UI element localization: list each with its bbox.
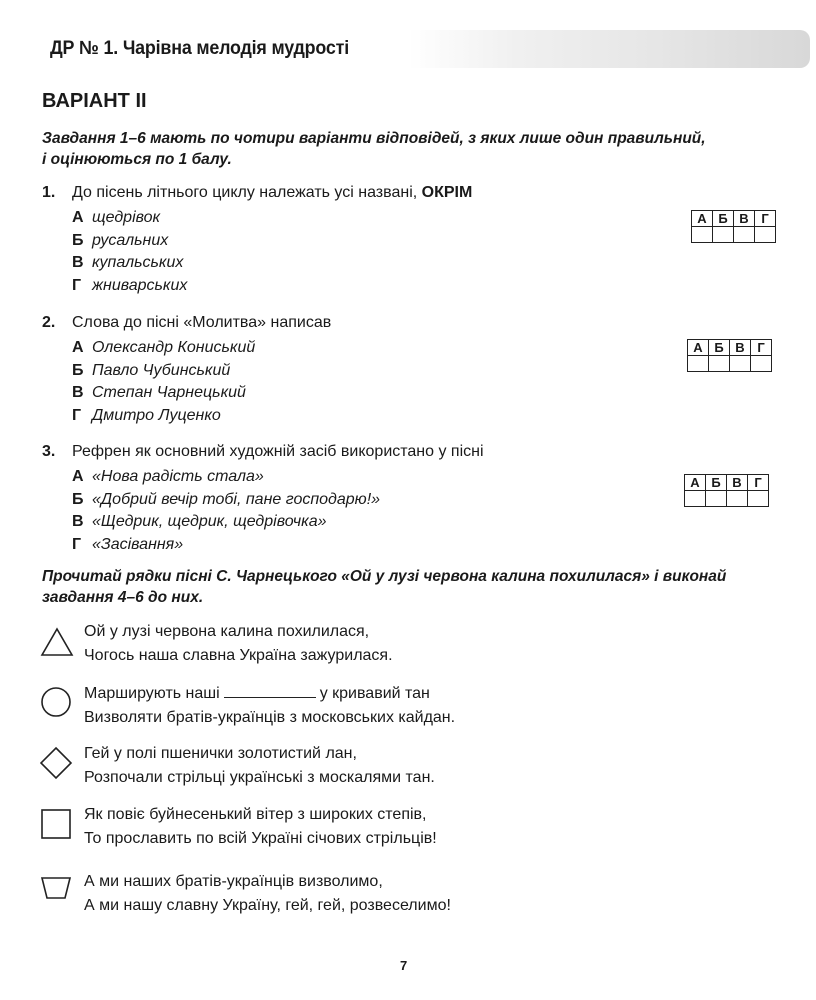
grid-header-v: В: [730, 340, 751, 356]
answer-grid-3: [684, 474, 769, 507]
option-g: [42, 534, 782, 557]
question-text: Рефрен як основний художній засіб використано у пісні: [72, 443, 484, 460]
answer-cell-v[interactable]: [730, 356, 751, 372]
answer-cell-b[interactable]: [709, 356, 730, 372]
stanza-line: Ой у лузі червона калина похилилася,: [84, 623, 370, 640]
option-letter: В: [72, 513, 84, 530]
grid-header-v: В: [727, 475, 748, 491]
question-2: [42, 312, 782, 427]
question-emphasis: ОКРІМ: [421, 184, 473, 201]
question-number: 1.: [42, 184, 56, 201]
grid-header-a: А: [685, 475, 706, 491]
trapezoid-icon: [40, 874, 74, 908]
option-a: [42, 466, 782, 489]
answer-grid-1: [691, 210, 776, 243]
question-3: [42, 441, 782, 556]
question-1: [42, 182, 782, 297]
stanza-line: А ми нашу славну Україну, гей, гей, розвеселимо!: [84, 897, 451, 914]
option-text: Олександр Кониський: [92, 339, 256, 356]
triangle-icon: [40, 624, 74, 658]
grid-header-g: Г: [755, 211, 776, 227]
answer-cell-v[interactable]: [734, 227, 755, 243]
answer-cell-g[interactable]: [755, 227, 776, 243]
option-text: «Добрий вечір тобі, пане господарю!»: [92, 490, 381, 508]
option-g: [42, 275, 782, 298]
grid-header-g: Г: [751, 340, 772, 356]
answer-cell-a[interactable]: [688, 356, 709, 372]
option-text: Павло Чубинський: [92, 361, 231, 379]
stanza-2: [40, 681, 640, 727]
instructions-tasks-1-6: [42, 128, 792, 170]
answer-cell-g[interactable]: [748, 491, 769, 507]
stanza-3: [40, 742, 640, 788]
instruction-line: завдання 4–6 до них.: [42, 589, 204, 606]
answer-cell-g[interactable]: [751, 356, 772, 372]
question-stem: [42, 182, 782, 204]
answer-cell-b[interactable]: [713, 227, 734, 243]
option-letter: Г: [72, 406, 82, 424]
stanza-4: [40, 803, 640, 849]
option-text: «Засівання»: [92, 535, 184, 553]
question-stem: [42, 441, 782, 463]
option-v: [42, 511, 782, 534]
grid-header-b: Б: [713, 211, 734, 227]
option-letter: А: [72, 209, 84, 226]
circle-icon: [40, 685, 74, 719]
grid-header-a: А: [692, 211, 713, 227]
option-text: Степан Чарнецький: [92, 384, 246, 401]
option-letter: В: [72, 254, 84, 271]
option-a: [42, 207, 782, 230]
option-v: [42, 252, 782, 275]
option-text: русальних: [92, 231, 169, 249]
stanza-line: То прославить по всій Україні січових стрільців!: [84, 830, 437, 847]
option-text: жниварських: [92, 276, 188, 294]
option-text: купальських: [92, 254, 184, 271]
line-text: Марширують наші: [84, 685, 220, 702]
option-letter: Г: [72, 276, 82, 294]
option-letter: А: [72, 468, 84, 485]
stanza-line: Чогось наша славна Україна зажурилася.: [84, 647, 393, 664]
option-letter: Б: [72, 490, 84, 508]
stanza-5: [40, 870, 640, 916]
instruction-line: і оцінюються по 1 балу.: [42, 151, 232, 168]
option-letter: Г: [72, 535, 82, 553]
grid-header-g: Г: [748, 475, 769, 491]
answer-cell-b[interactable]: [706, 491, 727, 507]
option-v: [42, 382, 782, 405]
option-letter: А: [72, 339, 84, 356]
stanza-line: Розпочали стрільці українські з москалями тан.: [84, 769, 435, 786]
option-text: «Щедрик, щедрик, щедрівочка»: [92, 513, 327, 530]
instructions-read-song: [42, 566, 792, 608]
stanza-line: Як повіє буйнесенький вітер з широких степів,: [84, 806, 427, 823]
instruction-line: Прочитай рядки пісні С. Чарнецького «Ой у лузі червона калина похилилася» і виконай: [42, 568, 727, 585]
answer-cell-a[interactable]: [685, 491, 706, 507]
stanza-1: [40, 620, 640, 666]
question-stem: [42, 312, 782, 334]
stanza-line: А ми наших братів-українців визволимо,: [84, 873, 383, 890]
variant-heading: ВАРІАНТ II: [42, 90, 147, 112]
page-number: 7: [400, 958, 408, 973]
answer-cell-a[interactable]: [692, 227, 713, 243]
option-text: Дмитро Луценко: [92, 406, 221, 424]
option-text: щедрівок: [92, 209, 161, 226]
stanza-line: [84, 681, 455, 706]
option-g: [42, 405, 782, 428]
fill-in-blank[interactable]: [224, 681, 316, 698]
diamond-icon: [40, 746, 74, 780]
grid-header-b: Б: [706, 475, 727, 491]
question-number: 3.: [42, 443, 56, 460]
answer-cell-v[interactable]: [727, 491, 748, 507]
stanza-line: Визволяти братів-українців з московських кайдан.: [84, 709, 456, 726]
instruction-line: Завдання 1–6 мають по чотири варіанти відповідей, з яких лише один правильний,: [42, 130, 706, 147]
option-b: [42, 489, 782, 512]
option-b: [42, 360, 782, 383]
option-b: [42, 230, 782, 253]
answer-grid-2: [687, 339, 772, 372]
option-text: «Нова радість стала»: [92, 468, 264, 485]
line-text: у кривавий тан: [319, 685, 430, 702]
question-text: Слова до пісні «Молитва» написав: [72, 314, 332, 331]
option-a: [42, 337, 782, 360]
grid-header-b: Б: [709, 340, 730, 356]
question-number: 2.: [42, 314, 56, 331]
stanza-line: Гей у полі пшенички золотистий лан,: [84, 745, 357, 762]
question-text: До пісень літнього циклу належать усі названі,: [72, 184, 422, 201]
option-letter: Б: [72, 231, 84, 249]
square-icon: [40, 807, 74, 841]
grid-header-v: В: [734, 211, 755, 227]
option-letter: Б: [72, 361, 84, 379]
page-title: ДР № 1. Чарівна мелодія мудрості: [50, 38, 349, 59]
grid-header-a: А: [688, 340, 709, 356]
option-letter: В: [72, 384, 84, 401]
